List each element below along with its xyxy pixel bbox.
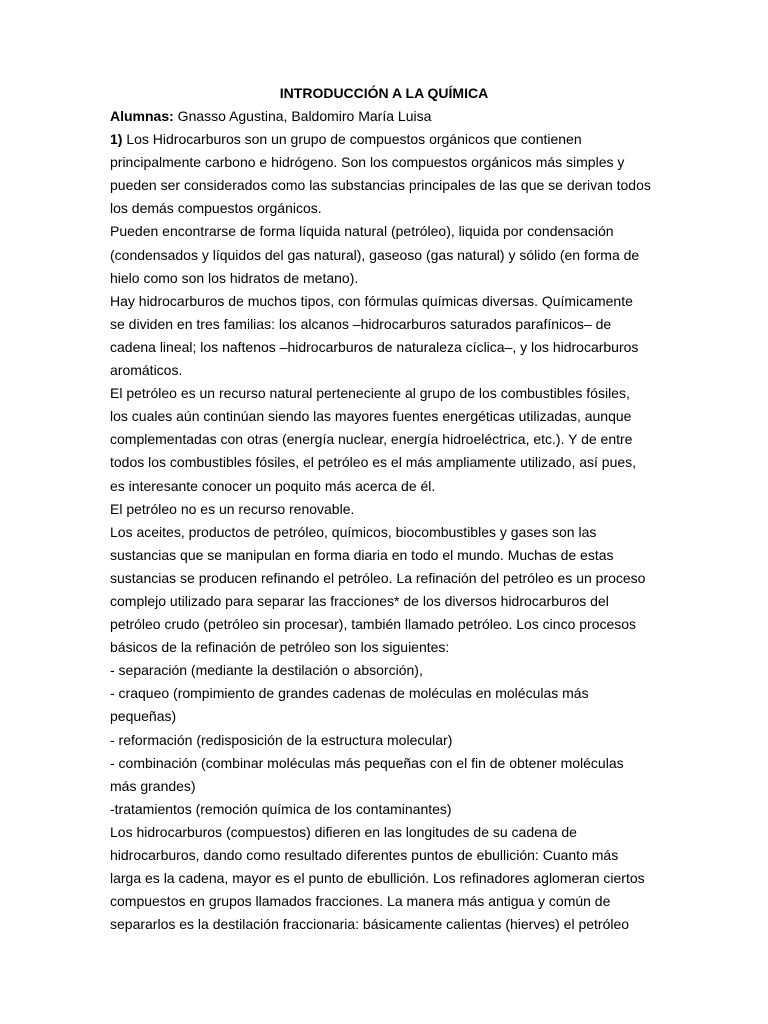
- text-line: pequeñas): [110, 708, 177, 725]
- authors-line: [110, 105, 670, 128]
- text-line: - separación (mediante la destilación o absorción),: [110, 662, 423, 679]
- text-line: complejo utilizado para separar las fracciones* de los diversos hidrocarburos del: [110, 592, 609, 609]
- text-line: Pueden encontrarse de forma líquida natural (petróleo), liquida por condensación: [110, 223, 614, 240]
- text-line: los cuales aún continúan siendo las mayores fuentes energéticas utilizadas, aunque: [110, 408, 632, 425]
- text-line: aromáticos.: [110, 362, 183, 379]
- text-line: - reformación (redisposición de la estructura molecular): [110, 731, 453, 748]
- text-line: básicos de la refinación de petróleo son los siguientes:: [110, 639, 450, 656]
- text-line: cadena lineal; los naftenos –hidrocarburos de naturaleza cíclica–, y los hidrocarburos: [110, 338, 639, 355]
- text-line: principalmente carbono e hidrógeno. Son los compuestos orgánicos más simples y: [110, 154, 625, 171]
- text-line: El petróleo es un recurso natural perteneciente al grupo de los combustibles fósiles,: [110, 385, 630, 402]
- text-line: larga es la cadena, mayor es el punto de ebullición. Los refinadores aglomeran ciertos: [110, 870, 645, 887]
- text-line: los demás compuestos orgánicos.: [110, 200, 322, 217]
- text-line: separarlos es la destilación fraccionaria: básicamente calientas (hierves) el petróleo: [110, 916, 630, 933]
- text-line: sustancias que se manipulan en forma diaria en todo el mundo. Muchas de estas: [110, 546, 614, 563]
- text-line: Hay hidrocarburos de muchos tipos, con fórmulas químicas diversas. Químicamente: [110, 292, 633, 309]
- text-line: -tratamientos (remoción química de los contaminantes): [110, 800, 452, 817]
- text-line: Los hidrocarburos (compuestos) difieren en las longitudes de su cadena de: [110, 823, 577, 840]
- text-line: pueden ser considerados como las substancias principales de las que se derivan todos: [110, 177, 651, 194]
- text-line: compuestos en grupos llamados fracciones. La manera más antigua y común de: [110, 893, 611, 910]
- text-line: El petróleo no es un recurso renovable.: [110, 500, 355, 517]
- document-title: INTRODUCCIÓN A LA QUÍMICA: [279, 85, 489, 101]
- text-line: sustancias se producen refinando el petróleo. La refinación del petróleo es un proceso: [110, 569, 646, 586]
- text-line: todos los combustibles fósiles, el petróleo es el más ampliamente utilizado, así pues,: [110, 454, 637, 471]
- text-line-content: Los Hidrocarburos son un grupo de compuestos orgánicos que contienen: [122, 131, 582, 148]
- document-body: [110, 105, 670, 936]
- authors-names: Gnasso Agustina, Baldomiro María Luisa: [173, 108, 432, 124]
- text-line: se dividen en tres familias: los alcanos –hidrocarburos saturados parafínicos– de: [110, 315, 612, 332]
- text-line: (condensados y líquidos del gas natural), gaseoso (gas natural) y sólido (en forma de: [110, 246, 640, 263]
- text-line: hielo como son los hidratos de metano).: [110, 269, 359, 286]
- authors-label: Alumnas:: [110, 108, 174, 124]
- text-line: [110, 128, 670, 151]
- text-line: - craqueo (rompimiento de grandes cadenas de moléculas en moléculas más: [110, 685, 589, 702]
- text-line: es interesante conocer un poquito más acerca de él.: [110, 477, 436, 494]
- text-line: más grandes): [110, 777, 196, 794]
- text-line: hidrocarburos, dando como resultado diferentes puntos de ebullición: Cuanto más: [110, 847, 619, 863]
- text-line: petróleo crudo (petróleo sin procesar), también llamado petróleo. Los cinco procesos: [110, 616, 637, 633]
- section-number: 1): [110, 131, 123, 148]
- text-line: Los aceites, productos de petróleo, químicos, biocombustibles y gases son las: [110, 523, 597, 540]
- text-line: complementadas con otras (energía nuclear, energía hidroeléctrica, etc.). Y de entre: [110, 431, 633, 448]
- text-line: - combinación (combinar moléculas más pequeñas con el fin de obtener moléculas: [110, 754, 624, 771]
